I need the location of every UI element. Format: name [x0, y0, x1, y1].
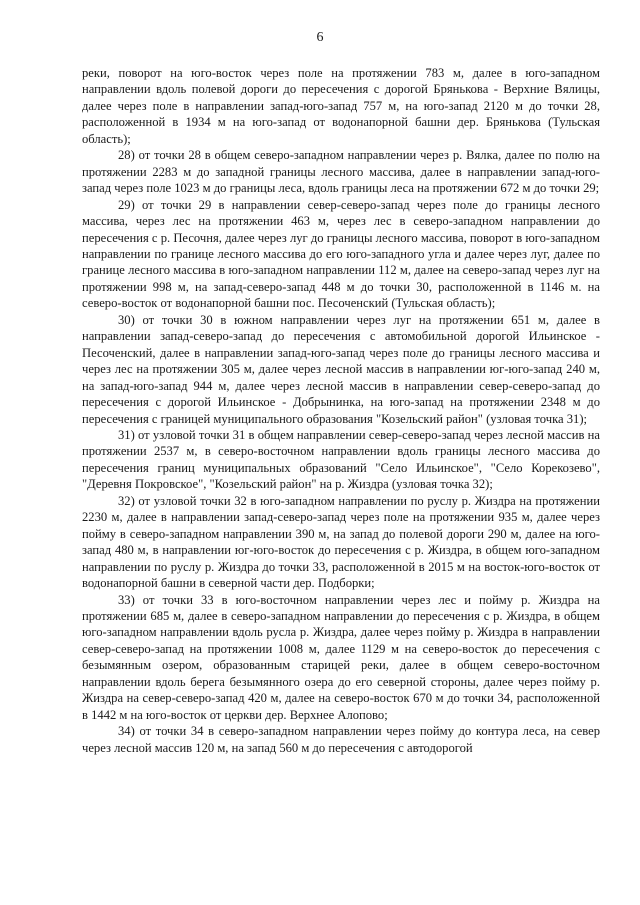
paragraph-item-33: 33) от точки 33 в юго-восточном направлении через лес и пойму р. Жиздра на протяжении 685 м, далее в северо-западном направлении до пересечения с р. Жиздра, в общем юго-западном направлении вдоль русла р. Жиздра, далее через пойму р. Жиздра в направлении север-северо-запад на протяжении 1008 м, далее 1129 м на северо-восток до пересечения с безымянным озером, образованным старицей реки, далее в общем северо-восточном направлении вдоль берега безымянного озера до его северной стороны, далее через пойму р. Жиздра на север-северо-запад 420 м, далее на северо-восток 670 м до точки 34, расположенной в 1442 м на юго-восток от церкви дер. Верхнее Алопово;: [82, 592, 600, 722]
paragraph-item-28: 28) от точки 28 в общем северо-западном направлении через р. Вялка, далее по полю на протяжении 2283 м до западной границы лесного массива, далее в направлении запад-юго-запад через поле 1023 м до границы леса, вдоль границы леса на протяжении 672 м до точки 29;: [82, 148, 600, 196]
paragraph-item-31: 31) от узловой точки 31 в общем направлении север-северо-запад через лесной массив на протяжении 2537 м, в северо-восточном направлении вдоль границы лесного массива до пересечения границ муниципальных образований "Село Ильинское", "Село Корекозево", "Деревня Покровское", "Козельский район" на р. Жиздра (узловая точка 32);: [82, 427, 600, 492]
paragraph-continuation: реки, поворот на юго-восток через поле на протяжении 783 м, далее в юго-западном направлении вдоль полевой дороги до пересечения с дорогой Брянькова - Верхние Вялицы, далее через поле в направлении запад-юго-запад 757 м, на юго-запад 2120 м до точки 28, расположенной в 1934 м на юго-запад от водонапорной башни дер. Брянькова (Тульская область);: [82, 66, 600, 146]
page-number: 6: [316, 30, 324, 45]
paragraph-item-34: 34) от точки 34 в северо-западном направлении через пойму до контура леса, на север через лесной массив 120 м, на запад 560 м до пересечения с автодорогой: [82, 724, 600, 755]
paragraph-item-32: 32) от узловой точки 32 в юго-западном направлении по руслу р. Жиздра на протяжении 2230 м, далее в направлении запад-северо-запад через поле на протяжении 935 м, далее через пойму в северо-западном направлении 390 м, на запад до полевой дороги 290 м, далее на юго-запад 480 м, в направлении юг-юго-восток до пересечения с р. Жиздра, в общем юго-западном направлении по руслу р. Жиздра до точки 33, расположенной в 2015 м на восток-юго-восток от водонапорной башни в северной части дер. Подборки;: [82, 493, 600, 591]
paragraph-item-29: 29) от точки 29 в направлении север-северо-запад через поле до границы лесного массива, через лес на протяжении 463 м, через лес в северо-западном направлении до пересечения с р. Песочня, далее через луг до границы лесного массива, поворот в юго-западном направлении по границе лесного массива до его юго-западного угла и далее через луг, далее по границе лесного массива в юго-западном направлении 112 м, далее на северо-запад через луг на протяжении 998 м, на запад-северо-запад 448 м до точки 30, расположенной в 1146 м. на северо-восток от водонапорной башни пос. Песоченский (Тульская область);: [82, 197, 600, 311]
document-body: [82, 65, 600, 756]
paragraph-item-30: 30) от точки 30 в южном направлении через луг на протяжении 651 м, далее в направлении запад-северо-запад до пересечения с автомобильной дорогой Ильинское - Песоченский, далее в направлении запад-юго-запад через поле до границы лесного массива и через лес на протяжении 305 м, далее через лесной массив в направлении юг-юго-запад 240 м, на запад-юго-запад 944 м, далее через лесной массив в направлении север-северо-запад до пересечения с дорогой Ильинское - Добрынинка, на юго-запад на протяжении 2348 м до пересечения с границей муниципального образования "Козельский район" (узловая точка 31);: [82, 312, 600, 426]
